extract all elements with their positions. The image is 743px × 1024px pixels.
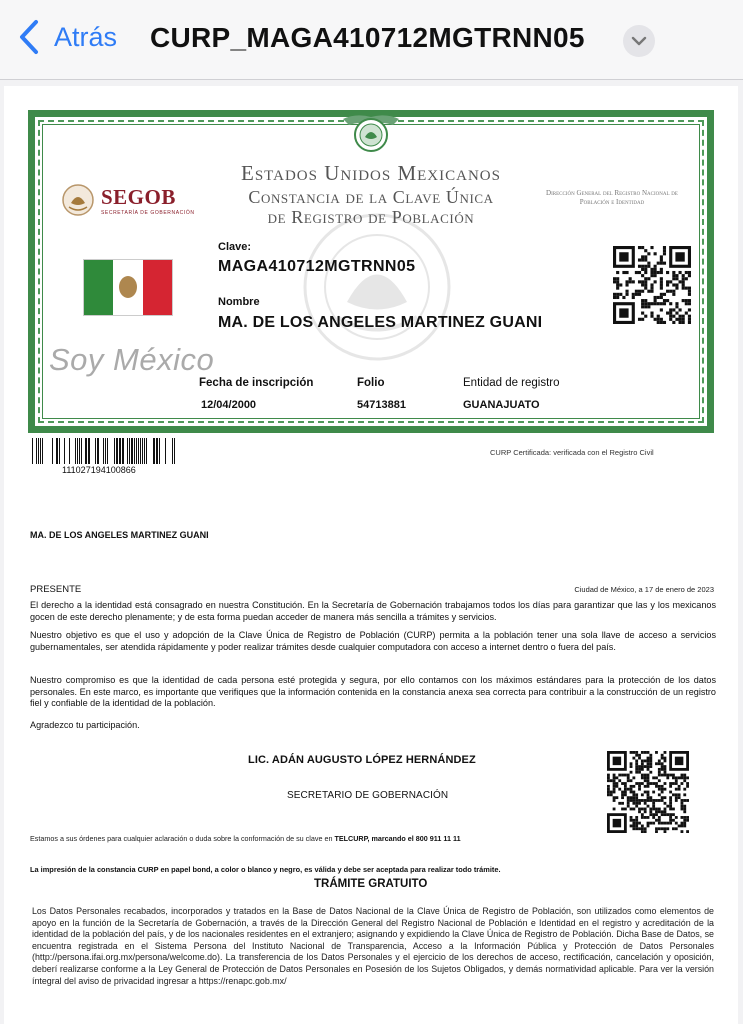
barcode-number: 111027194100866 xyxy=(62,465,136,475)
contact-text: Estamos a sus órdenes para cualquier aclaración o duda sobre la conformación de su clave en xyxy=(30,834,335,843)
title-menu-button[interactable] xyxy=(623,25,655,57)
back-button[interactable] xyxy=(18,18,117,56)
free-procedure-label: TRÁMITE GRATUITO xyxy=(314,878,428,890)
letter-paragraph-3: Nuestro compromiso es que la identidad de cada persona esté protegida y segura, por ello contamos con los máximos estándares para la protección de los datos personales. En este marco, es importante que verifiques que la información contenida en la constancia anexa sea correcta para contribuir a la construcción de un registro fiel y confiable de la identidad de la población. xyxy=(30,675,716,708)
nombre-label: Nombre xyxy=(218,296,260,308)
signer-role: SECRETARIO DE GOBERNACIÓN xyxy=(287,790,449,801)
contact-note xyxy=(30,834,461,843)
folio-label: Folio xyxy=(357,377,385,389)
contact-phone: TELCURP, marcando el 800 911 11 11 xyxy=(334,834,461,843)
letter-paragraph-1: El derecho a la identidad está consagrado en nuestra Constitución. En la Secretaría de Gobernación trabajamos todos los días para garantizar que las y los mexicanos gocen de este derecho plenamente; y de esta forma puedan acceder de manera más sencilla a trámites y servicios. xyxy=(30,600,716,622)
barcode-icon xyxy=(32,438,182,464)
certificate-title: Estados Unidos Mexicanos xyxy=(241,161,501,185)
chevron-down-icon xyxy=(631,35,647,47)
flag-emblem-icon xyxy=(119,276,137,298)
certified-note: CURP Certificada: verificada con el Registro Civil xyxy=(490,448,654,457)
certificate-subtitle-line2: de Registro de Población xyxy=(267,207,475,227)
privacy-notice: Los Datos Personales recabados, incorporados y tratados en la Base de Datos Nacional de la Clave Única de Registro de Población, son utilizados como elementos de apoyo en la función de la Secretaría de Gobernación, a través de la Dirección General del Registro Nacional de Población e Identidad en el registro y acreditación de la identidad de la población del país, y de los nacionales residentes en el extranjero; asignando y expidiendo la Clave Única de Registro de Población. Dicha Base de Datos, se encuentra registrada en el Sistema Persona del Instituto Nacional de Transparencia, Acceso a la Información Pública y Protección de Datos Personales (http://persona.ifai.org.mx/persona/welcome.do). La transferencia de los Datos Personales y el ejercicio de los derechos de acceso, rectificación, cancelación y oposición, deberí realizarse conforme a la Ley General de Protección de Datos Personales en Posesión de los Sujetos Obligados, y demás normatividad aplicable. Para ver la versión íntegral del aviso de privacidad ingresar a https://renapc.gob.mx/ xyxy=(32,906,714,986)
letter-paragraph-2: Nuestro objetivo es que el uso y adopción de la Clave Única de Registro de Población (CURP) permita a la población tener una sola llave de acceso a servicios gubernamentales, ser atendida rápidamente y poder realizar trámites desde cualquier computadora con acceso a internet dentro o fuera del país. xyxy=(30,630,716,652)
seal-watermark xyxy=(277,207,477,367)
clave-value: MAGA410712MGTRNN05 xyxy=(218,258,416,275)
segob-logo-subtext: SECRETARÍA DE GOBERNACIÓN xyxy=(101,209,195,216)
letter-paragraph-4: Agradezco tu participación. xyxy=(30,720,140,730)
segob-logo xyxy=(61,183,195,217)
national-seal-icon xyxy=(341,113,401,153)
segob-logo-text: SEGOB xyxy=(101,184,176,209)
slogan: Soy México xyxy=(49,342,215,377)
curp-certificate xyxy=(28,110,714,433)
nombre-value: MA. DE LOS ANGELES MARTINEZ GUANI xyxy=(218,314,543,331)
recipient-name: MA. DE LOS ANGELES MARTINEZ GUANI xyxy=(30,530,209,540)
fecha-inscripcion-label: Fecha de inscripción xyxy=(199,377,314,389)
presente-label: PRESENTE xyxy=(30,584,82,595)
chevron-left-icon xyxy=(18,18,40,56)
qr-code-icon xyxy=(607,750,689,834)
mexico-flag xyxy=(83,259,173,316)
clave-label: Clave: xyxy=(218,241,252,253)
document-page xyxy=(4,86,738,1024)
segob-emblem-icon xyxy=(61,183,95,217)
entidad-label: Entidad de registro xyxy=(463,377,560,389)
letter-date: Ciudad de México, a 17 de enero de 2023 xyxy=(574,585,714,594)
nav-bar xyxy=(0,0,743,80)
signer-name: LIC. ADÁN AUGUSTO LÓPEZ HERNÁNDEZ xyxy=(248,754,476,766)
entidad-value: GUANAJUATO xyxy=(463,399,540,411)
back-label: Atrás xyxy=(54,21,118,52)
document-title: CURP_MAGA410712MGTRNN05 xyxy=(150,22,585,53)
print-validity-note: La impresión de la constancia CURP en papel bond, a color o blanco y negro, es válida y debe ser aceptada para realizar todo trámite. xyxy=(30,865,501,874)
folio-value: 54713881 xyxy=(357,399,406,411)
qr-code-icon xyxy=(613,246,691,324)
directorate-label: Dirección General del Registro Nacional de Población e Identidad xyxy=(546,189,678,206)
certificate-subtitle-line1: Constancia de la Clave Única xyxy=(248,187,494,207)
fecha-inscripcion-value: 12/04/2000 xyxy=(201,399,257,411)
